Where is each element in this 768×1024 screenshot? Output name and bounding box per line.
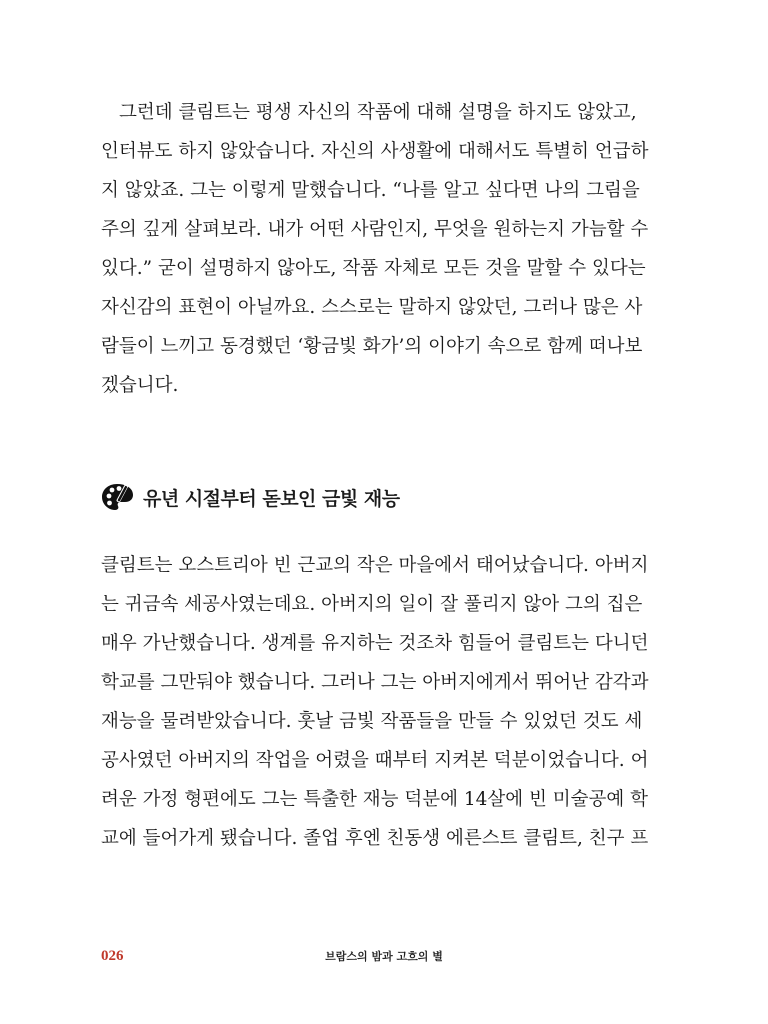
palette-icon [101, 482, 135, 512]
text-line: 있다.” 굳이 설명하지 않아도, 작품 자체로 모든 것을 말할 수 있다는 [101, 258, 646, 279]
text-line: 람들이 느끼고 동경했던 ‘황금빛 화가’의 이야기 속으로 함께 떠나보 [101, 336, 643, 357]
text-line: 지 않았죠. 그는 이렇게 말했습니다. “나를 알고 싶다면 나의 그림을 [101, 180, 640, 201]
text-line: 려운 가정 형편에도 그는 특출한 재능 덕분에 14살에 빈 미술공예 학 [101, 789, 648, 810]
text-line: 학교를 그만둬야 했습니다. 그러나 그는 아버지에게서 뛰어난 감각과 [101, 672, 649, 693]
page-number: 026 [101, 948, 124, 964]
text-line: 매우 가난했습니다. 생계를 유지하는 것조차 힘들어 클림트는 다니던 [101, 633, 649, 654]
text-line: 자신감의 표현이 아닐까요. 스스로는 말하지 않았던, 그러나 많은 사 [101, 297, 643, 318]
running-footer-title: 브람스의 밤과 고흐의 별 [325, 950, 443, 963]
section-heading [101, 481, 400, 513]
text-line: 인터뷰도 하지 않았습니다. 자신의 사생활에 대해서도 특별히 언급하 [101, 141, 649, 162]
text-line: 주의 깊게 살펴보라. 내가 어떤 사람인지, 무엇을 원하는지 가늠할 수 [101, 219, 649, 240]
text-line: 는 귀금속 세공사였는데요. 아버지의 일이 잘 풀리지 않아 그의 집은 [101, 594, 643, 615]
text-line: 재능을 물려받았습니다. 훗날 금빛 작품들을 만들 수 있었던 것도 세 [101, 711, 643, 732]
text-line: 그런데 클림트는 평생 자신의 작품에 대해 설명을 하지도 않았고, [119, 102, 637, 123]
section-title: 유년 시절부터 돋보인 금빛 재능 [143, 487, 400, 510]
text-line: 교에 들어가게 됐습니다. 졸업 후엔 친동생 에른스트 클림트, 친구 프 [101, 828, 649, 849]
text-line: 클림트는 오스트리아 빈 근교의 작은 마을에서 태어났습니다. 아버지 [101, 555, 649, 576]
text-line: 공사였던 아버지의 작업을 어렸을 때부터 지켜본 덕분이었습니다. 어 [101, 750, 649, 771]
text-line: 겠습니다. [101, 375, 179, 396]
